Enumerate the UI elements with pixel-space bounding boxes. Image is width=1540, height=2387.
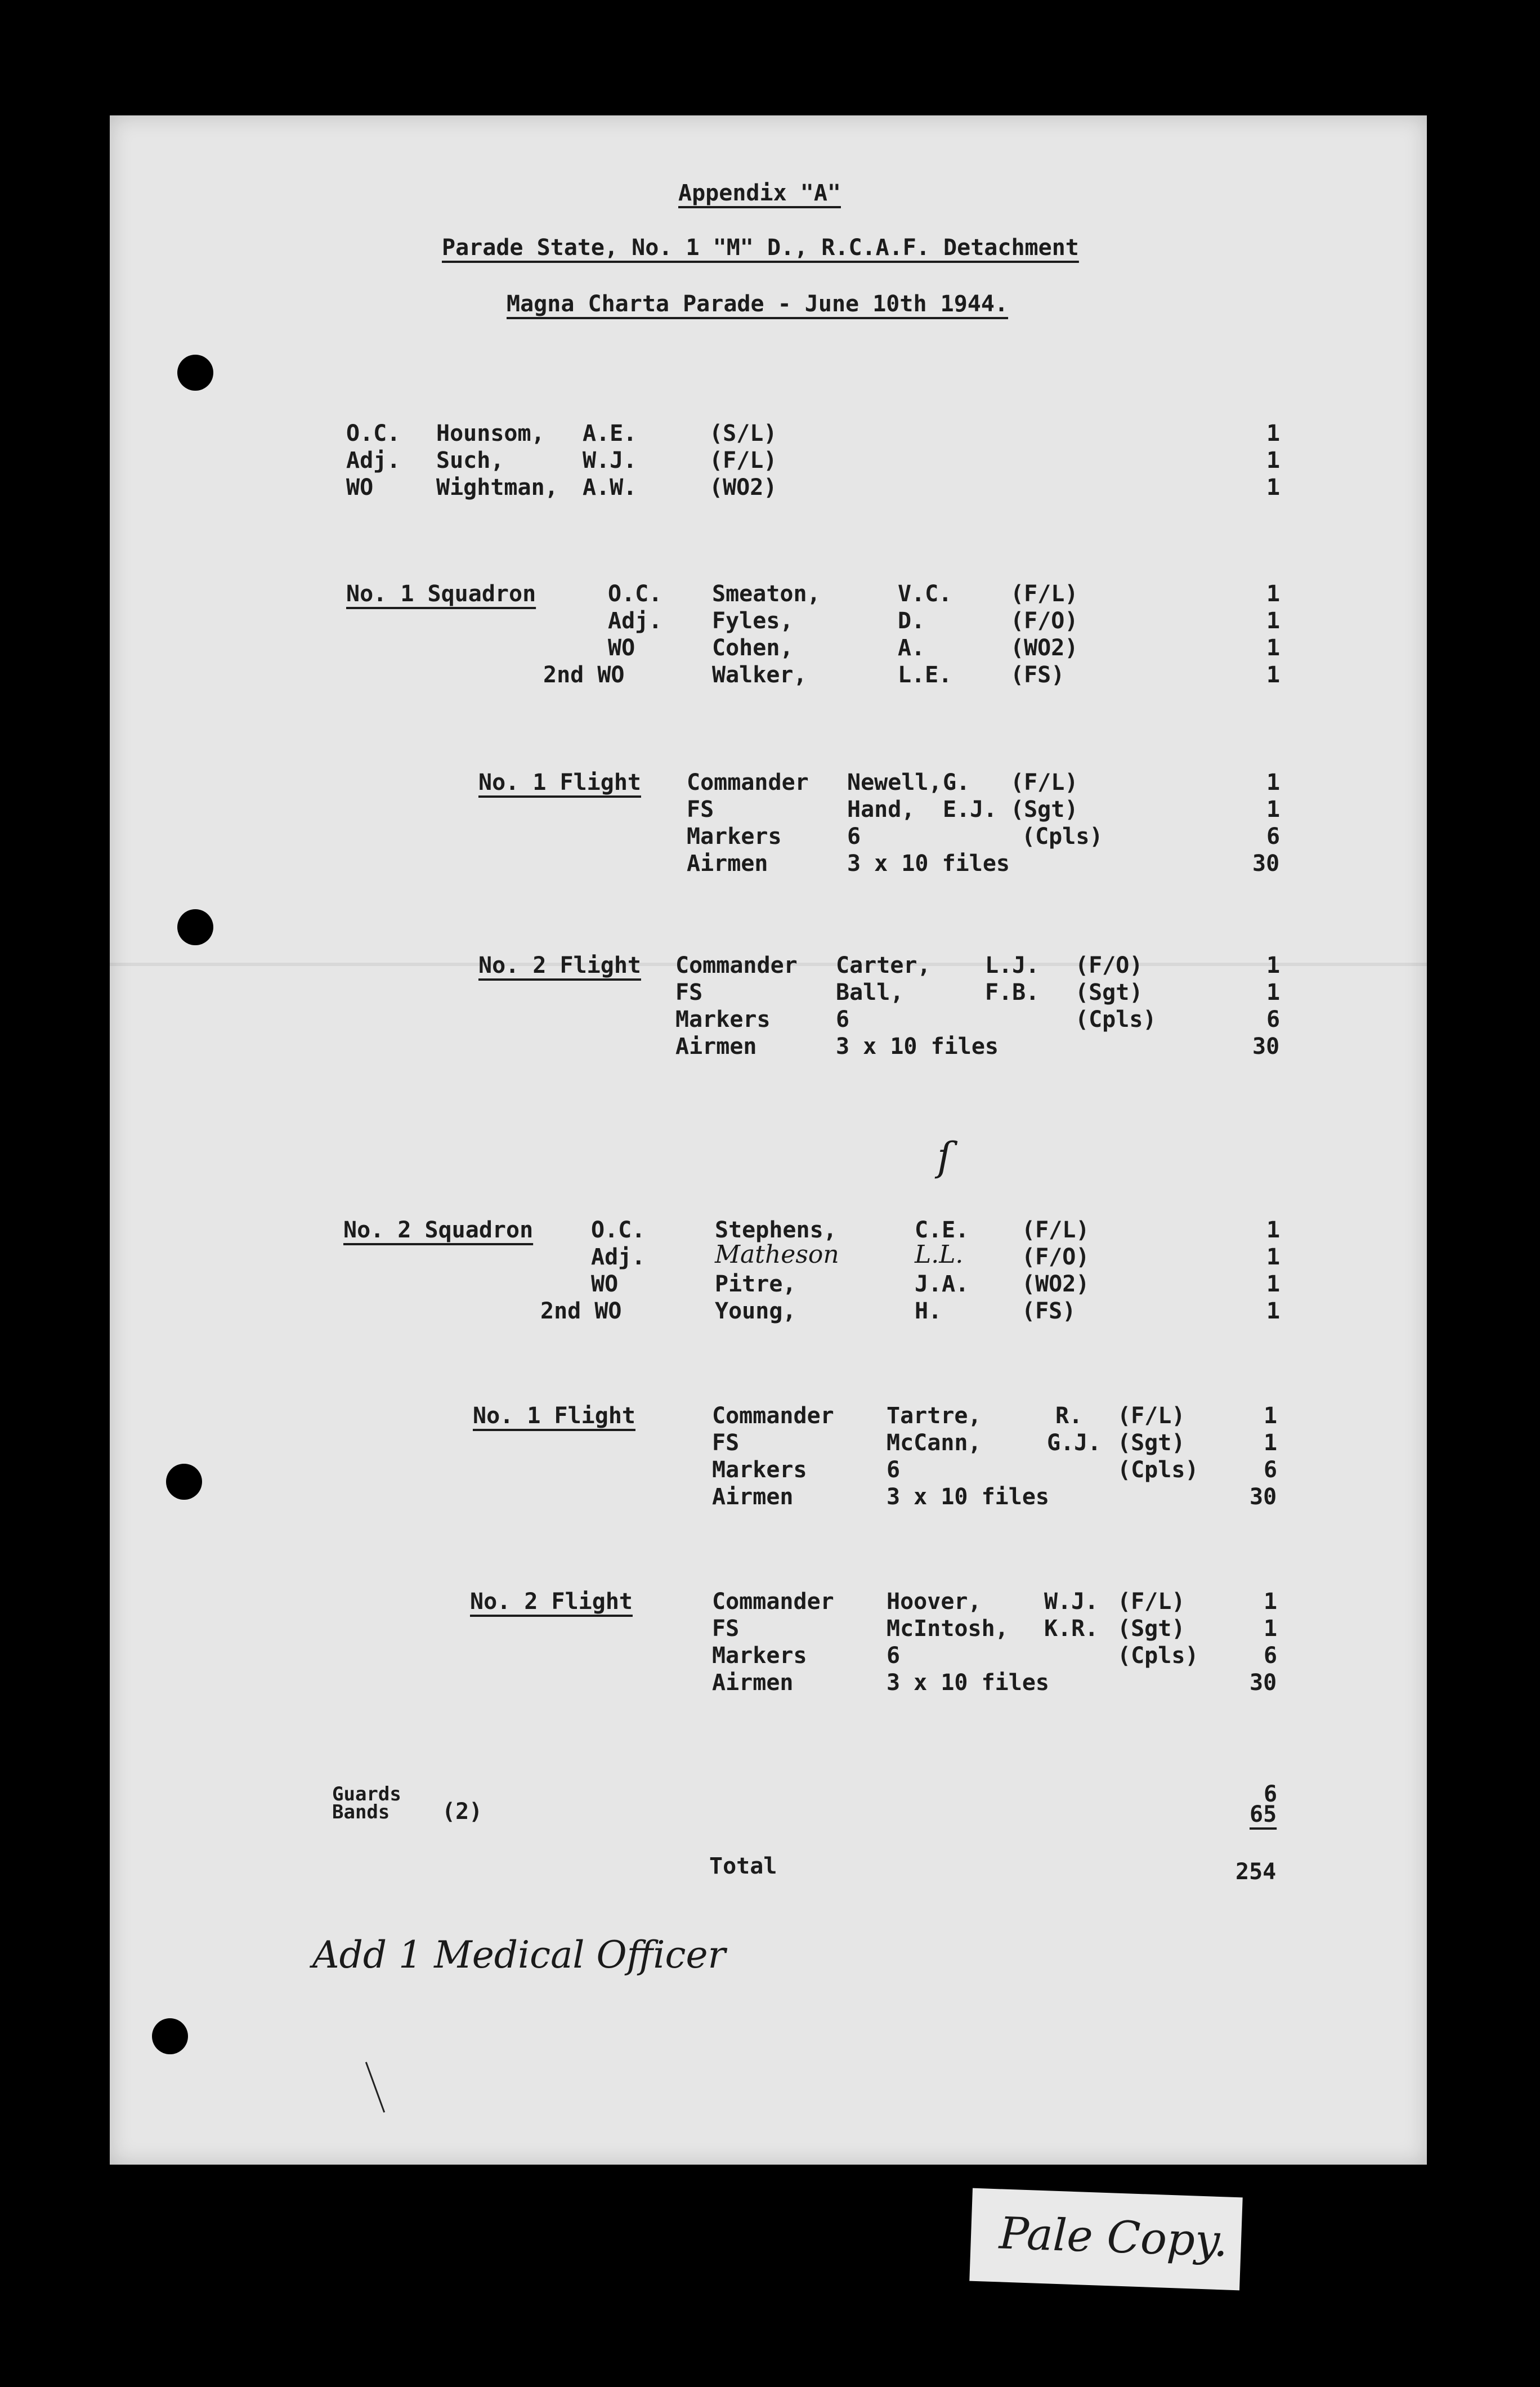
flight-rank: (F/O) [1075,953,1143,978]
staff-name: Pitre, [715,1271,796,1297]
pen-stroke [365,2062,385,2112]
flight-name: 3 x 10 files [887,1670,1049,1696]
hq-role: Adj. [346,448,401,473]
flight-role: Commander [675,953,798,978]
staff-rank: (WO2) [1022,1271,1090,1297]
staff-rank: (FS) [1022,1298,1076,1324]
flight-initials: G. [943,770,970,795]
staff-initials: J.A. [915,1271,969,1297]
flight-rank: (Sgt) [1010,797,1078,823]
flight-name: Newell, [847,770,942,795]
staff-initials: V.C. [898,581,952,607]
flight-role: Airmen [712,1484,794,1510]
flight-initials: R. [1055,1403,1083,1429]
hq-rank: (WO2) [709,475,777,500]
bands-count: 65 [1250,1802,1277,1827]
staff-count: 1 [1266,1271,1281,1297]
hq-rank: (S/L) [709,421,777,446]
hq-initials: W.J. [583,448,637,473]
guards-label: Guards [332,1783,401,1805]
flight-label: No. 1 Flight [473,1403,635,1429]
total-count: 254 [1235,1859,1277,1885]
flight-count: 1 [1264,1616,1278,1642]
flight-role: Markers [687,824,782,850]
appendix-title: Appendix "A" [678,180,841,206]
staff-initials: H. [915,1298,942,1324]
flight-initials: W.J. [1044,1589,1099,1615]
flight-name: 6 [847,824,861,850]
flight-count: 6 [1264,1457,1278,1483]
flight-role: Airmen [712,1670,794,1696]
flight-role: Markers [675,1007,771,1032]
flight-rank: (Cpls) [1117,1643,1199,1669]
staff-name: Fyles, [712,608,794,634]
staff-role: Adj. [591,1244,646,1270]
staff-name: Young, [715,1298,796,1324]
flight-role: FS [712,1430,740,1456]
flight-name: 3 x 10 files [836,1034,999,1060]
flight-initials: F.B. [985,980,1040,1005]
flight-initials: E.J. [943,797,997,823]
flight-name: Tartre, [887,1403,982,1429]
staff-initials: A. [898,635,925,661]
flight-count: 1 [1266,980,1281,1005]
flight-initials: G.J. [1047,1430,1102,1456]
hq-name: Wightman, [436,475,558,500]
flight-label: No. 2 Flight [470,1589,633,1615]
hq-count: 1 [1266,475,1281,500]
flight-rank: (Cpls) [1117,1457,1199,1483]
flight-name: Carter, [836,953,931,978]
flight-initials: L.J. [985,953,1040,978]
guards-count: 6 [1264,1781,1278,1807]
staff-count: 1 [1266,635,1281,661]
total-label: Total [709,1853,777,1879]
document-page [110,115,1427,2165]
punch-hole [166,1464,202,1500]
flight-label: No. 1 Flight [478,770,641,795]
hq-role: WO [346,475,374,500]
staff-rank: (F/L) [1010,581,1078,607]
flight-name: Ball, [836,980,904,1005]
flight-role: Commander [712,1589,834,1615]
staff-rank: (F/L) [1022,1217,1090,1243]
punch-hole [152,2018,188,2054]
flight-name: McIntosh, [887,1616,1009,1642]
pen-mark: ſ [937,1134,952,1180]
flight-role: FS [687,797,714,823]
staff-initials: C.E. [915,1217,969,1243]
archive-tag [969,2188,1242,2291]
flight-name: 6 [836,1007,850,1032]
staff-initials: D. [898,608,925,634]
hq-name: Hounsom, [436,421,545,446]
flight-rank: (F/L) [1117,1589,1185,1615]
bands-label: Bands [332,1801,390,1823]
hq-initials: A.E. [583,421,637,446]
flight-rank: (Sgt) [1117,1430,1185,1456]
flight-name: 6 [887,1457,901,1483]
staff-rank: (WO2) [1010,635,1078,661]
staff-count: 1 [1266,581,1281,607]
staff-name: Smeaton, [712,581,821,607]
flight-count: 6 [1266,824,1281,850]
staff-rank: (F/O) [1022,1244,1090,1270]
flight-role: Markers [712,1457,807,1483]
staff-count: 1 [1266,662,1281,688]
flight-name: Hoover, [887,1589,982,1615]
staff-role: O.C. [591,1217,646,1243]
staff-count: 1 [1266,1217,1281,1243]
hq-name: Such, [436,448,504,473]
flight-count: 1 [1264,1403,1278,1429]
flight-role: Markers [712,1643,807,1669]
flight-role: FS [675,980,703,1005]
flight-count: 30 [1250,1670,1277,1696]
staff-role: WO [608,635,635,661]
flight-name: Hand, [847,797,915,823]
flight-rank: (Cpls) [1022,824,1103,850]
hq-role: O.C. [346,421,401,446]
flight-initials: K.R. [1044,1616,1099,1642]
staff-role: O.C. [608,581,662,607]
staff-name-handwritten: Matheson [715,1240,839,1269]
punch-hole [177,909,213,945]
squadron-label: No. 1 Squadron [346,581,536,607]
flight-count: 30 [1250,1484,1277,1510]
flight-role: Commander [687,770,809,795]
staff-role: 2nd WO [543,662,625,688]
hq-initials: A.W. [583,475,637,500]
staff-rank: (F/O) [1010,608,1078,634]
staff-count: 1 [1266,1244,1281,1270]
flight-rank: (F/L) [1010,770,1078,795]
handwritten-annotation: Add 1 Medical Officer [312,1933,726,1977]
flight-count: 30 [1252,851,1280,877]
flight-role: Airmen [675,1034,757,1060]
staff-role: WO [591,1271,619,1297]
flight-rank: (F/L) [1117,1403,1185,1429]
flight-rank: (Cpls) [1075,1007,1157,1032]
flight-name: 3 x 10 files [847,851,1010,877]
flight-role: FS [712,1616,740,1642]
archive-tag-text: Pale Copy. [998,2208,1229,2267]
flight-role: Airmen [687,851,768,877]
flight-rank: (Sgt) [1075,980,1143,1005]
hq-rank: (F/L) [709,448,777,473]
flight-name: McCann, [887,1430,982,1456]
flight-count: 1 [1266,770,1281,795]
document-subtitle: Parade State, No. 1 "M" D., R.C.A.F. Detachment [442,235,1079,261]
staff-initials: L.E. [898,662,952,688]
punch-hole [177,355,213,391]
flight-count: 1 [1264,1430,1278,1456]
flight-count: 6 [1264,1643,1278,1669]
staff-count: 1 [1266,608,1281,634]
bands-qty: (2) [442,1799,483,1825]
staff-role: Adj. [608,608,662,634]
flight-name: 3 x 10 files [887,1484,1049,1510]
staff-name: Cohen, [712,635,794,661]
hq-count: 1 [1266,421,1281,446]
flight-role: Commander [712,1403,834,1429]
flight-rank: (Sgt) [1117,1616,1185,1642]
flight-count: 30 [1252,1034,1280,1060]
staff-rank: (FS) [1010,662,1065,688]
flight-count: 1 [1264,1589,1278,1615]
staff-role: 2nd WO [540,1298,622,1324]
flight-count: 6 [1266,1007,1281,1032]
staff-name: Stephens, [715,1217,837,1243]
staff-count: 1 [1266,1298,1281,1324]
flight-label: No. 2 Flight [478,953,641,978]
hq-count: 1 [1266,448,1281,473]
flight-name: 6 [887,1643,901,1669]
flight-count: 1 [1266,797,1281,823]
event-title: Magna Charta Parade - June 10th 1944. [507,291,1009,317]
flight-count: 1 [1266,953,1281,978]
staff-initials-handwritten: L.L. [915,1240,964,1269]
staff-name: Walker, [712,662,807,688]
squadron-label: No. 2 Squadron [343,1217,534,1243]
